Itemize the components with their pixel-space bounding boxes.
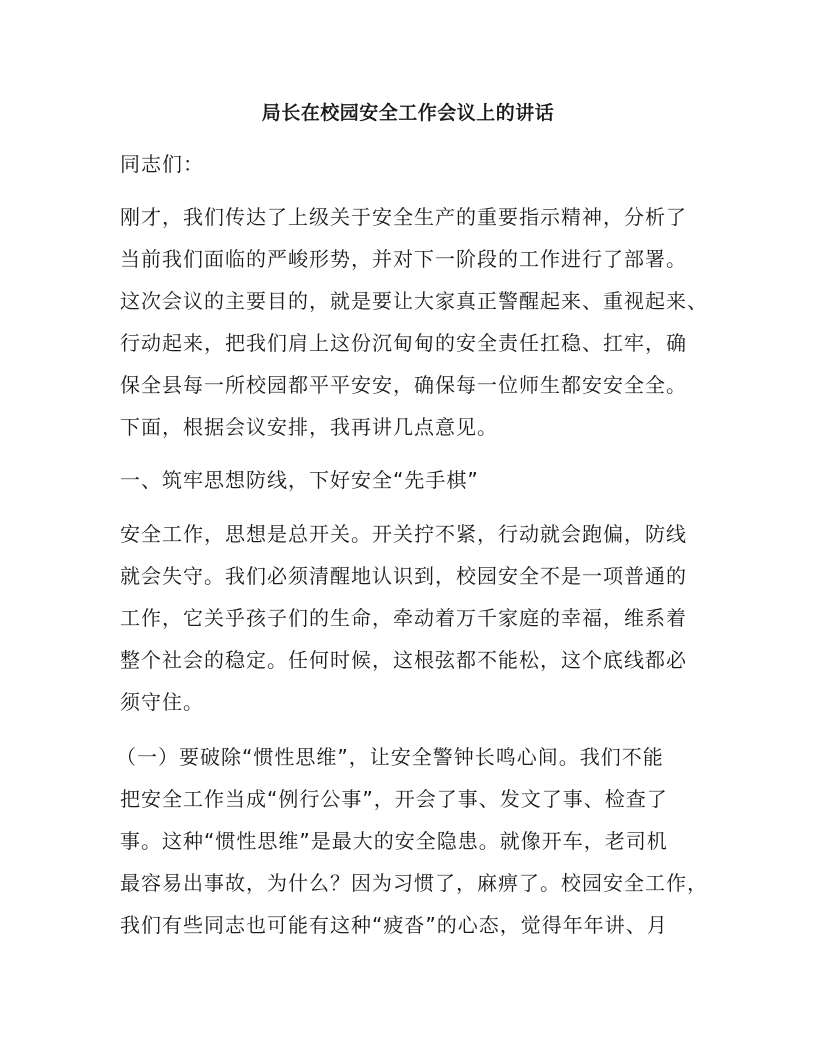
text-line: 工作，它关乎孩子们的生命，牵动着万千家庭的幸福，维系着 [120, 606, 687, 630]
section-heading: 一、筑牢思想防线，下好安全“先手棋” [120, 468, 479, 492]
text-line: 行动起来，把我们肩上这份沉甸甸的安全责任扛稳、扛牢，确 [120, 331, 687, 355]
document-title: 局长在校园安全工作会议上的讲话 [261, 102, 555, 124]
text-line: 就会失守。我们必须清醒地认识到，校园安全不是一项普通的 [120, 564, 687, 588]
text-line: 我们有些同志也可能有这种“疲沓”的心态，觉得年年讲、月 [120, 913, 668, 937]
greeting: 同志们： [120, 152, 204, 176]
text-line: 把安全工作当成“例行公事”，开会了事、发文了事、检查了 [120, 787, 668, 811]
text-line: 这次会议的主要目的，就是要让大家真正警醒起来、重视起来、 [120, 289, 708, 313]
text-line: 事。这种“惯性思维”是最大的安全隐患。就像开车，老司机 [120, 829, 668, 853]
text-line: 下面，根据会议安排，我再讲几点意见。 [120, 415, 498, 439]
text-line: 须守住。 [120, 690, 204, 714]
text-line: 整个社会的稳定。任何时候，这根弦都不能松，这个底线都必 [120, 648, 687, 672]
text-line: 最容易出事故，为什么？因为习惯了，麻痹了。校园安全工作， [120, 871, 708, 895]
text-line: 安全工作，思想是总开关。开关拧不紧，行动就会跑偏，防线 [120, 522, 687, 546]
text-line: 刚才，我们传达了上级关于安全生产的重要指示精神，分析了 [120, 205, 687, 229]
text-line: 保全县每一所校园都平平安安，确保每一位师生都安安全全。 [120, 373, 687, 397]
text-line: 当前我们面临的严峻形势，并对下一阶段的工作进行了部署。 [120, 247, 687, 271]
text-line: （一）要破除“惯性思维”，让安全警钟长鸣心间。我们不能 [116, 745, 664, 769]
